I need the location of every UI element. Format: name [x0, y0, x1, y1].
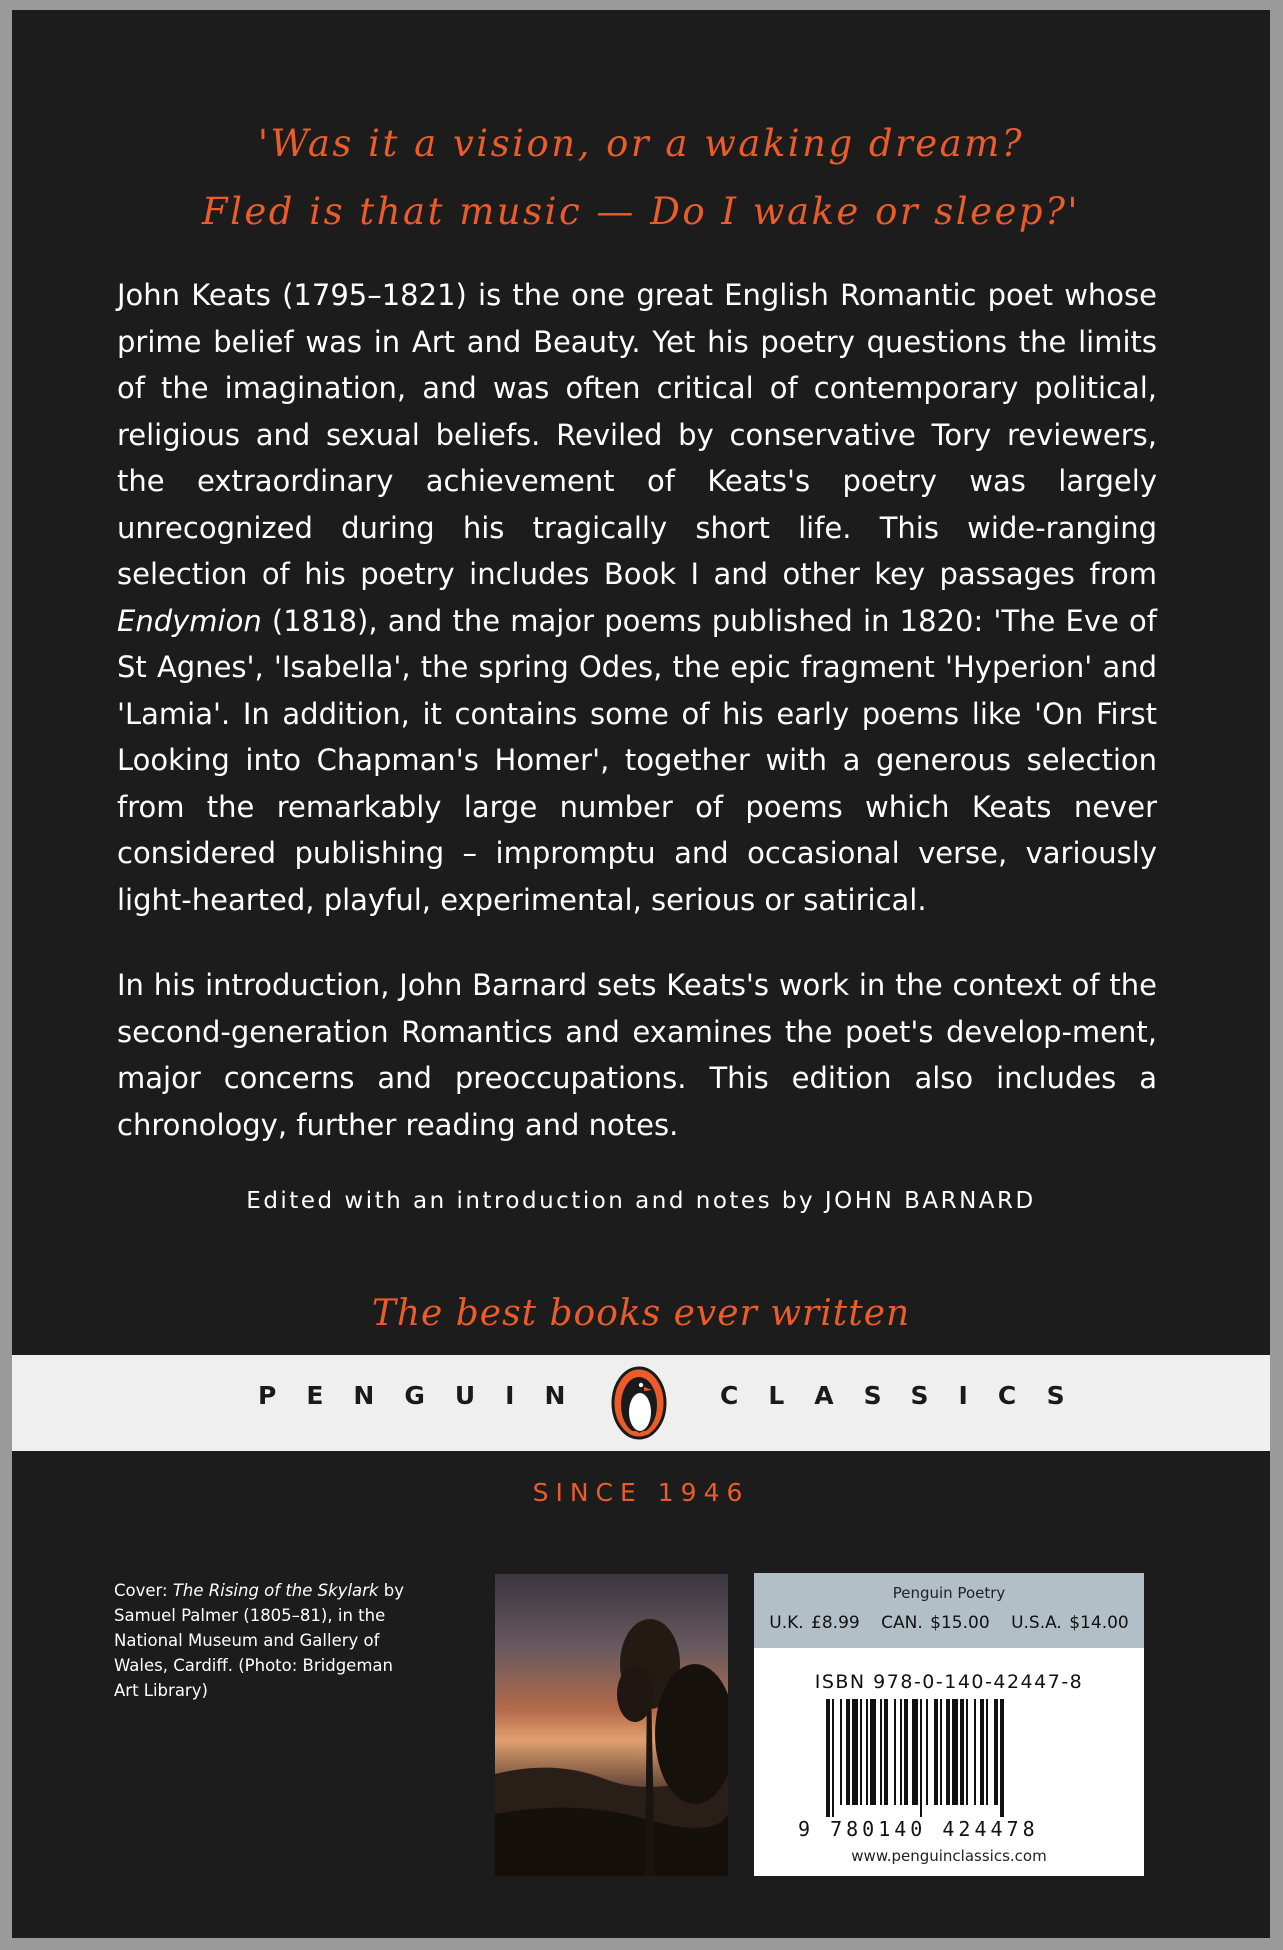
- barcode-bar: [940, 1699, 942, 1805]
- tagline: The best books ever written: [371, 1293, 911, 1334]
- cover-credit-rest: by Samuel Palmer (1805–81), in the National Museum and Gallery of Wales, Cardiff. (Photo: Bridgeman Art Library): [114, 1581, 404, 1700]
- barcode-bar: [866, 1699, 868, 1805]
- blurb-text-start: John Keats (1795–1821) is the one great English Romantic poet whose prime belief was in Art and Beauty. Yet his poetry questions the limits of the imagination, and was often critical of contemporary political, religious and sexual beliefs. Reviled by conservative Tory reviewers, the extraordinary achievement of Keats's poetry was largely unrecognized during his tragically short life. This wide-ranging selection of his poetry includes Book I and other key passages from: [117, 278, 1157, 591]
- cover-painting-thumbnail: [495, 1574, 728, 1876]
- barcode-bar: [994, 1699, 998, 1805]
- price-barcode-box: [754, 1573, 1144, 1876]
- barcode-bar: [870, 1699, 876, 1805]
- barcode-bar: [880, 1699, 882, 1805]
- editor-credit: Edited with an introduction and notes by JOHN BARNARD: [246, 1188, 1036, 1214]
- blurb-paragraph-2: In his introduction, John Barnard sets Keats's work in the context of the second-generation Romantics and examines the poet's develop-ment, major concerns and preoccupations. This edition also includes a chronology, further reading and notes.: [117, 968, 1157, 1142]
- barcode-bar: [852, 1699, 858, 1805]
- since-label: SINCE 1946: [532, 1478, 750, 1507]
- series-label: Penguin Poetry: [892, 1584, 1006, 1602]
- barcode-bar: [974, 1699, 976, 1805]
- quote-line-2: Fled is that music — Do I wake or sleep?': [201, 190, 1081, 233]
- barcode-bar: [986, 1699, 988, 1805]
- barcode-bar: [826, 1699, 830, 1817]
- barcode-bar: [860, 1699, 862, 1805]
- barcode-digits: 9 780140 424478: [798, 1817, 1039, 1841]
- barcode-bar: [884, 1699, 888, 1805]
- barcode-bar: [960, 1699, 964, 1805]
- barcode-bar: [894, 1699, 896, 1805]
- price-list: [754, 1613, 1144, 1633]
- price-uk: U.K. £8.99: [769, 1613, 860, 1633]
- publisher-url: www.penguinclassics.com: [851, 1847, 1047, 1865]
- barcode-bar: [912, 1699, 918, 1805]
- isbn-label: ISBN 978-0-140-42447-8: [814, 1671, 1084, 1693]
- price-can: CAN. $15.00: [881, 1613, 990, 1633]
- cover-credit: [114, 1578, 414, 1703]
- barcode-bar: [980, 1699, 984, 1805]
- cover-painting-title: The Rising of the Skylark: [172, 1581, 379, 1600]
- band-word-classics: CLASSICS: [720, 1381, 1095, 1410]
- price-header: [754, 1573, 1144, 1648]
- barcode-bar: [900, 1699, 902, 1805]
- barcode-bar: [966, 1699, 968, 1805]
- barcode-bar: [1000, 1699, 1004, 1817]
- blurb-book-title: Endymion: [117, 603, 262, 638]
- barcode-bar: [952, 1699, 958, 1805]
- barcode-bar: [934, 1699, 938, 1805]
- barcode-bar: [840, 1699, 842, 1805]
- book-back-cover: [12, 10, 1270, 1938]
- band-word-penguin: PENGUIN: [258, 1381, 596, 1410]
- blurb-paragraph-1: [117, 272, 1157, 923]
- barcode-bar: [832, 1699, 834, 1817]
- barcode-bar: [904, 1699, 908, 1805]
- penguin-logo-icon: [610, 1365, 668, 1441]
- barcode-bar: [946, 1699, 950, 1805]
- cover-credit-prefix: Cover:: [114, 1581, 173, 1600]
- quote-line-1: 'Was it a vision, or a waking dream?: [257, 122, 1025, 165]
- barcode-bar: [920, 1699, 922, 1817]
- barcode-bars: [826, 1699, 1076, 1817]
- barcode-bar: [926, 1699, 928, 1805]
- barcode-bar: [846, 1699, 850, 1805]
- penguin-classics-band: [12, 1355, 1270, 1451]
- price-usa: U.S.A. $14.00: [1011, 1613, 1129, 1633]
- blurb-text-end: (1818), and the major poems published in 1820: 'The Eve of St Agnes', 'Isabella', the spring Odes, the epic fragment 'Hyperion' and 'Lamia'. In addition, it contains some of his early poems like 'On First Looking into Chapman's Homer', together with a generous selection from the remarkably large number of poems which Keats never considered publishing – impromptu and occasional verse, variously light-hearted, playful, experimental, serious or satirical.: [117, 603, 1157, 917]
